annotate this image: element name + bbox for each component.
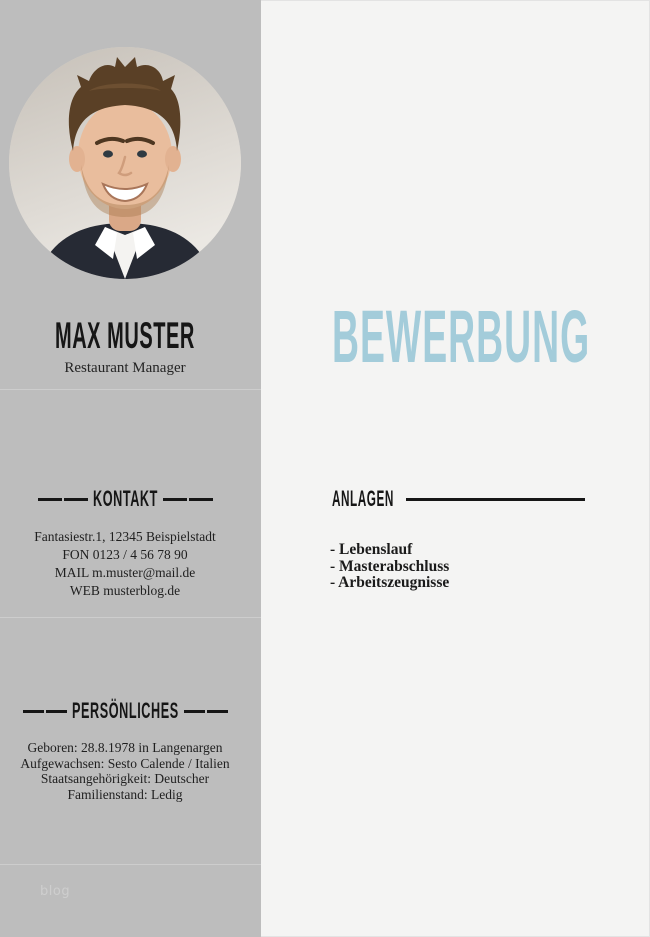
anlagen-heading: ANLAGEN xyxy=(332,488,585,510)
phone-line: FON 0123 / 4 56 78 90 xyxy=(62,547,188,562)
portrait-illustration xyxy=(9,47,241,279)
blog-watermark: blog xyxy=(40,884,71,899)
attachment-item: - Arbeitszeugnisse xyxy=(330,574,450,591)
dash-line-right xyxy=(184,710,228,713)
attachment-item: - Masterabschluss xyxy=(330,557,450,575)
profile-name: MAX MUSTER xyxy=(55,315,195,356)
attachment-item: - Lebenslauf xyxy=(330,541,413,558)
dash-line-left xyxy=(38,498,88,501)
kontakt-details xyxy=(0,528,250,600)
section-divider xyxy=(0,389,261,390)
born-line: Geboren: 28.8.1978 in Langenargen xyxy=(27,740,223,755)
kontakt-heading: KONTAKT xyxy=(0,488,250,510)
page-title: BEWERBUNG xyxy=(332,295,591,378)
section-divider xyxy=(0,617,261,618)
dash-line-right xyxy=(163,498,213,501)
marital-line: Familienstand: Ledig xyxy=(67,786,183,802)
persoenliches-heading: PERSÖNLICHES xyxy=(0,700,250,722)
raised-line: Aufgewachsen: Sesto Calende / Italien xyxy=(20,755,230,771)
nationality-line: Staatsangehörigkeit: Deutscher xyxy=(40,771,210,786)
profile-photo xyxy=(9,47,241,279)
attachment-list xyxy=(330,542,449,592)
address-line: Fantasiestr.1, 12345 Beispielstadt xyxy=(34,529,216,544)
sidebar xyxy=(0,0,261,937)
profile-role: Restaurant Manager xyxy=(64,360,186,376)
web-line: WEB musterblog.de xyxy=(69,583,181,598)
heading-rule xyxy=(406,498,585,501)
dash-line-left xyxy=(23,710,67,713)
mail-line: MAIL m.muster@mail.de xyxy=(54,565,196,580)
section-divider xyxy=(0,864,261,865)
persoenliches-details xyxy=(0,740,250,802)
